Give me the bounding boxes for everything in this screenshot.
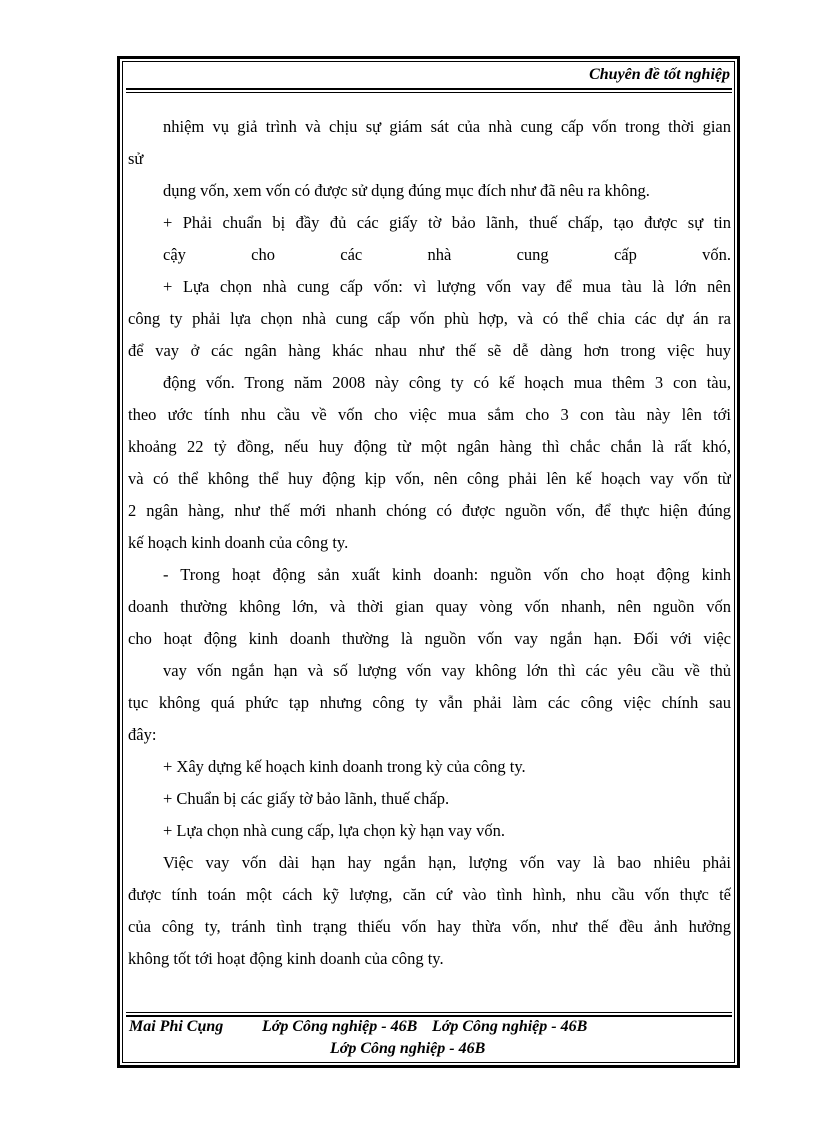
footer-class-a: Lớp Công nghiệp - 46B bbox=[262, 1018, 418, 1035]
body-line: động vốn. Trong năm 2008 này công ty có kế hoạch mua thêm 3 con tàu, bbox=[163, 373, 731, 392]
body-line: + Phải chuẩn bị đầy đủ các giấy tờ bảo lãnh, thuế chấp, tạo được sự tin bbox=[163, 213, 731, 232]
body-line: + Xây dựng kế hoạch kinh doanh trong kỳ của công ty. bbox=[163, 757, 526, 776]
header-title: Chuyên đề tốt nghiệp bbox=[589, 66, 730, 83]
body-line: để vay ở các ngân hàng khác nhau như thế sẽ dễ dàng hơn trong việc huy bbox=[128, 341, 731, 360]
body-line: tục không quá phức tạp nhưng công ty vẫn phải làm các công việc chính sau bbox=[128, 693, 731, 712]
body-line: + Chuẩn bị các giấy tờ bảo lãnh, thuế chấp. bbox=[163, 789, 450, 808]
body-line: vay vốn ngắn hạn và số lượng vốn vay không lớn thì các yêu cầu về thủ bbox=[163, 661, 731, 680]
body-line: + Lựa chọn nhà cung cấp, lựa chọn kỳ hạn vay vốn. bbox=[163, 821, 505, 840]
body-line: dụng vốn, xem vốn có được sử dụng đúng mục đích như đã nêu ra không. bbox=[163, 181, 650, 200]
body-line: Việc vay vốn dài hạn hay ngắn hạn, lượng vốn vay là bao nhiêu phải bbox=[163, 853, 731, 872]
footer-author: Mai Phi Cụng bbox=[129, 1018, 224, 1035]
footer-class-b: Lớp Công nghiệp - 46B bbox=[432, 1018, 588, 1035]
document-body bbox=[128, 111, 731, 975]
footer-class-c: Lớp Công nghiệp - 46B bbox=[330, 1040, 486, 1057]
body-line: và có thể không thể huy động kịp vốn, nên công phải lên kế hoạch vay vốn từ bbox=[128, 469, 731, 488]
body-line: + Lựa chọn nhà cung cấp vốn: vì lượng vốn vay để mua tàu là lớn nên bbox=[163, 277, 731, 296]
footer-rule-thin bbox=[126, 1012, 732, 1013]
body-line: không tốt tới hoạt động kinh doanh của công ty. bbox=[128, 949, 444, 968]
body-line: nhiệm vụ giả trình và chịu sự giám sát của nhà cung cấp vốn trong thời gian bbox=[163, 117, 731, 136]
body-line: 2 ngân hàng, như thế mới nhanh chóng có được nguồn vốn, để thực hiện đúng bbox=[128, 501, 731, 520]
body-line: được tính toán một cách kỹ lượng, căn cứ vào tình hình, nhu cầu vốn thực tế bbox=[128, 885, 731, 904]
body-line: cho hoạt động kinh doanh thường là nguồn vốn vay ngắn hạn. Đối với việc bbox=[128, 629, 731, 648]
body-line: cậy cho các nhà cung cấp vốn. bbox=[163, 245, 731, 264]
body-line: kế hoạch kinh doanh của công ty. bbox=[128, 533, 349, 552]
header-rule-thick bbox=[126, 88, 732, 90]
body-line: doanh thường không lớn, và thời gian quay vòng vốn nhanh, nên nguồn vốn bbox=[128, 597, 731, 616]
body-line: công ty phải lựa chọn nhà cung cấp vốn phù hợp, và có thể chia các dự án ra bbox=[128, 309, 731, 328]
body-line: - Trong hoạt động sản xuất kinh doanh: nguồn vốn cho hoạt động kinh bbox=[163, 565, 731, 584]
body-line: của công ty, tránh tình trạng thiếu vốn hay thừa vốn, như thế đều ảnh hưởng bbox=[128, 917, 731, 936]
body-line: khoảng 22 tỷ đồng, nếu huy động từ một ngân hàng thì chắc chắn là rất khó, bbox=[128, 437, 731, 456]
body-line: sử bbox=[128, 149, 144, 168]
footer-rule-thick bbox=[126, 1015, 732, 1017]
header-rule-thin bbox=[126, 92, 732, 93]
body-line: đây: bbox=[128, 725, 157, 744]
body-line: theo ước tính nhu cầu về vốn cho việc mua sắm cho 3 con tàu này lên tới bbox=[128, 405, 731, 424]
